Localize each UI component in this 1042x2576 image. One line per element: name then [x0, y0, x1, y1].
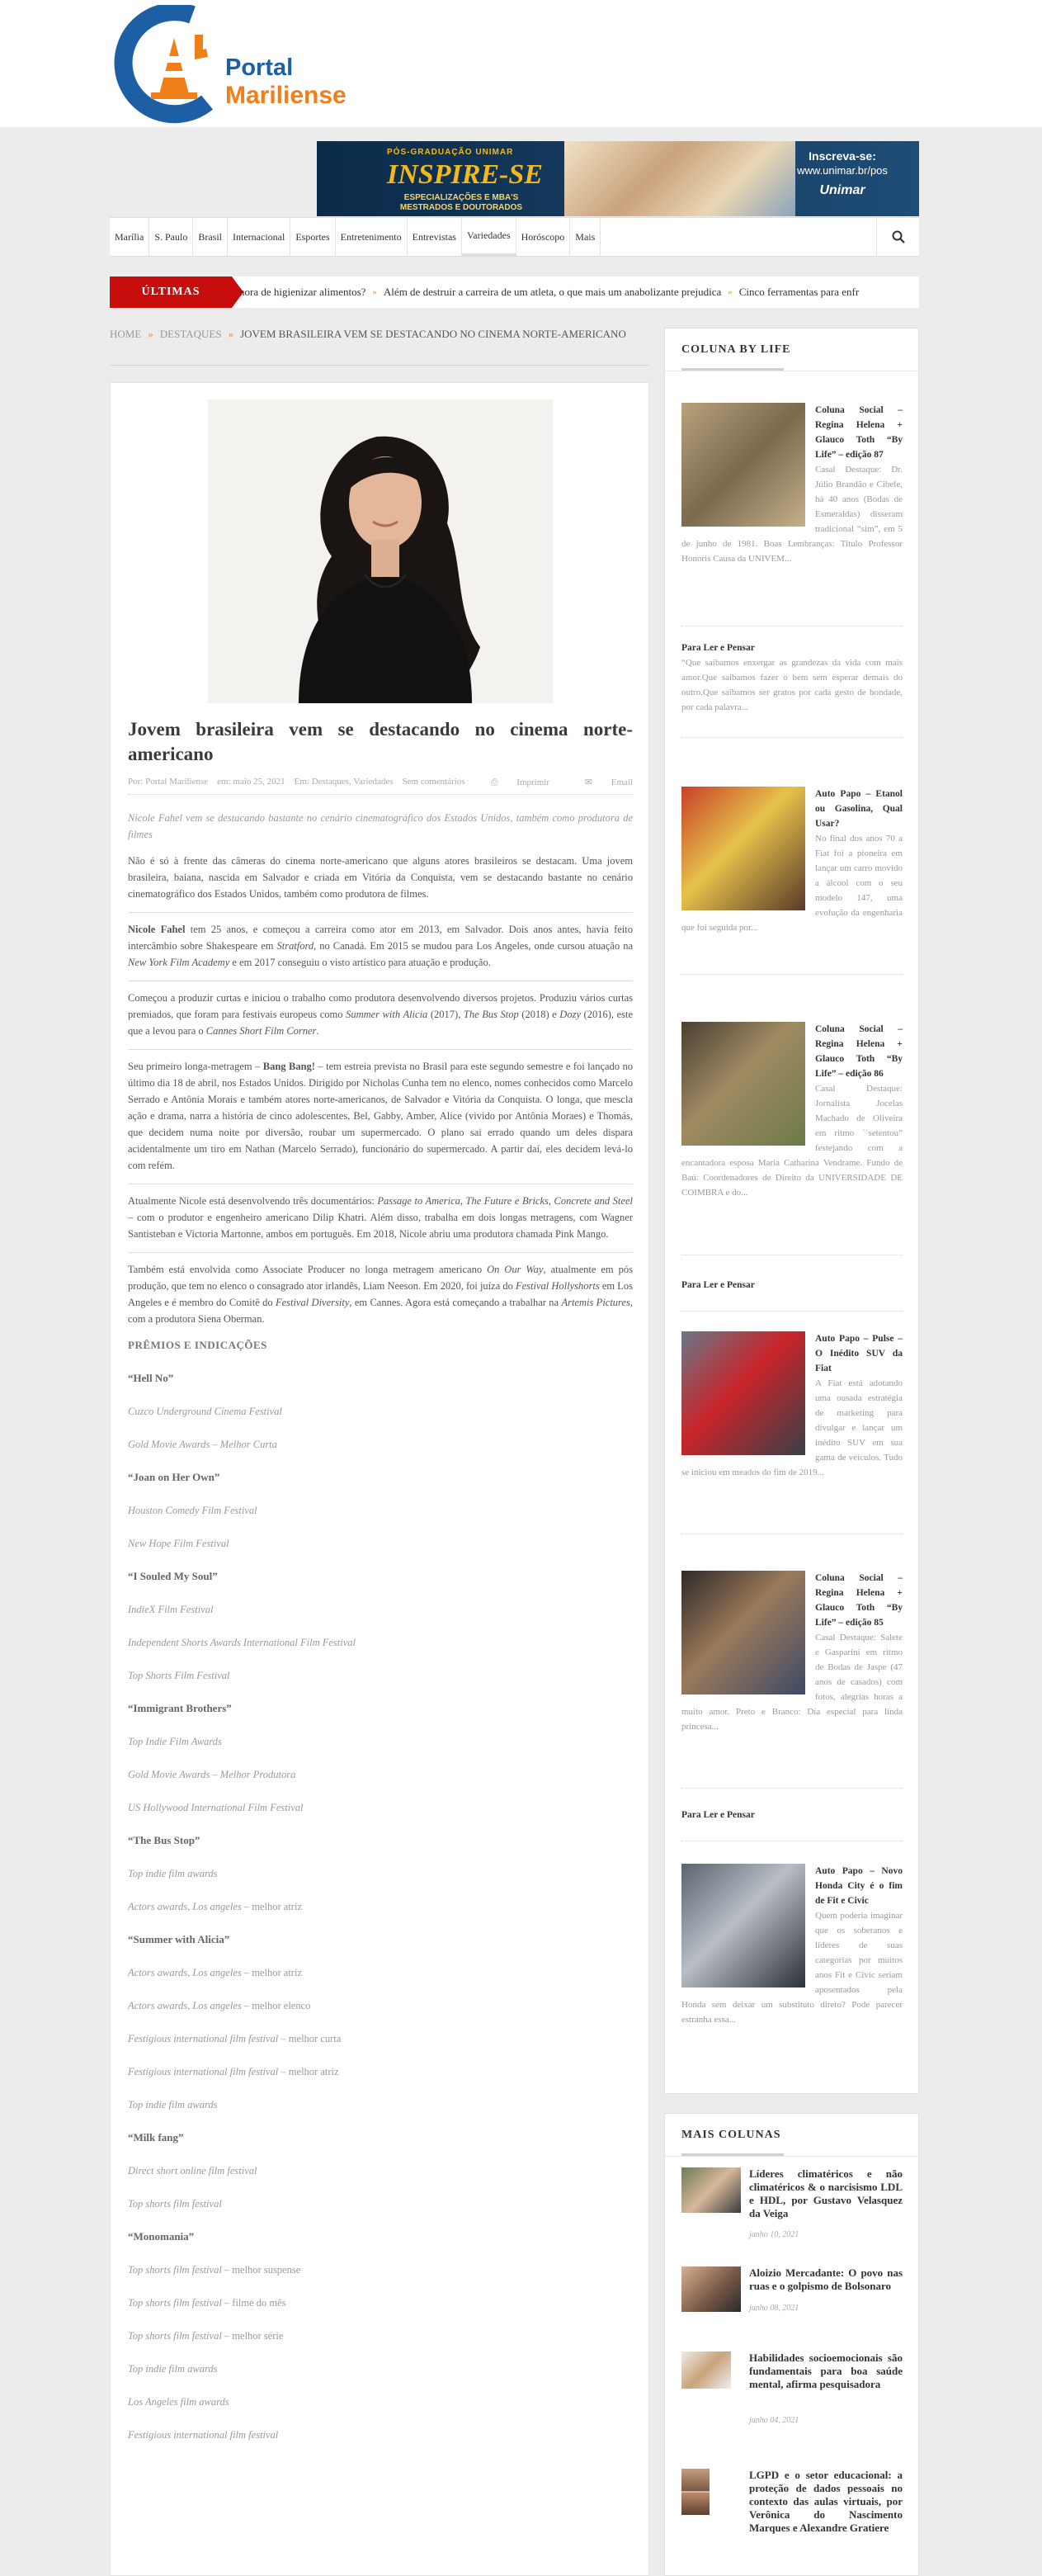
- widget-title: COLUNA BY LIFE: [665, 328, 918, 371]
- chevron-right-icon: »: [728, 287, 733, 297]
- award-entry: [128, 2162, 633, 2179]
- bold-text: Bang Bang!: [262, 1061, 315, 1072]
- awards-list: [128, 1370, 633, 2443]
- award-entry: [128, 2196, 633, 2212]
- award-entry: [128, 2030, 633, 2047]
- article-body: [128, 810, 633, 2443]
- item-title[interactable]: Coluna Social – Regina Helena + Glauco Toth “By Life” – edição 86: [815, 1024, 903, 1079]
- award-film-title: “Joan on Her Own”: [128, 1471, 220, 1483]
- item-date: junho 10, 2021: [749, 2230, 799, 2239]
- text: Começou a produzir curtas e iniciou o trabalho como produtora desenvolvendo diversos projetos. Produziu vários curtas premiados, que foram para festivais europeus como: [128, 992, 633, 1020]
- awards-heading: PRÊMIOS E INDICAÇÕES: [128, 1339, 267, 1351]
- award-entry: [128, 1997, 633, 2014]
- item-excerpt: “Que saibamos enxergar as grandezas da vida com mais amor.Que saibamos fazer o bem sem esperar demais do outro.Que saibamos ser gratos por cada gesto de bondade, por cada palavra...: [681, 658, 903, 712]
- award-film-title: “Milk fang”: [128, 2131, 184, 2144]
- item-title[interactable]: Aloizio Mercadante: O povo nas ruas e o golpismo de Bolsonaro: [749, 2266, 903, 2292]
- meta-comments[interactable]: Sem comentários: [402, 777, 465, 787]
- ticker-item[interactable]: Além de destruir a carreira de um atleta, o que mais um anabolizante prejudica: [383, 286, 722, 298]
- paragraph: [128, 1049, 633, 1174]
- list-item[interactable]: [681, 787, 903, 935]
- banner-cta: [780, 149, 904, 198]
- item-excerpt: No final dos anos 70 a Fiat foi a pioneira em lançar um carro movido a álcool com o seu modelo 147, uma evolução da engenharia que foi seguida por...: [681, 834, 903, 933]
- list-item[interactable]: [681, 403, 903, 566]
- ad-banner[interactable]: [317, 141, 919, 216]
- item-excerpt: Casal Destaque: Dr. Júlio Brandão e Cibele, há 40 anos (Bodas de Esmeraldas) disseram tradicional “sim”, em 5 de junho de 1981. Boas Lembranças: Titulo Professor Honoris Causa da UNIVEM...: [681, 465, 903, 564]
- nav-item-entretenimento[interactable]: Entretenimento: [336, 218, 408, 256]
- award-festival: Top Shorts Film Festival: [128, 1670, 230, 1681]
- award-entry: [128, 2096, 633, 2113]
- text: (2017),: [427, 1009, 464, 1020]
- italic-text: Cannes Short Film Corner: [205, 1025, 317, 1037]
- article-lead: Nicole Fahel vem se destacando bastante no cenário cinematográfico dos Estados Unidos, também como produtora de filmes: [128, 812, 633, 840]
- banner-desc-line2: MESTRADOS E DOUTORADOS: [399, 203, 523, 212]
- item-title[interactable]: Para Ler e Pensar: [681, 1280, 755, 1290]
- award-festival: Gold Movie Awards – Melhor Curta: [128, 1439, 277, 1450]
- award-entry: [128, 2427, 633, 2443]
- breadcrumb: [110, 326, 649, 343]
- item-excerpt: Quem poderia imaginar que os soberanos e líderes de suas categorias por muitos anos Fit e Civic seriam aposentados pela Honda sem deixar um substituto direto? Pode parecer estranha essa...: [681, 1911, 903, 2025]
- award-category: – melhor atriz: [278, 2066, 339, 2077]
- award-entry: [128, 1502, 633, 1519]
- award-festival: Actors awards, Los angeles: [128, 1901, 242, 1912]
- award-entry: [128, 1535, 633, 1552]
- award-entry: [128, 2295, 633, 2311]
- banner-description: [366, 193, 556, 213]
- thumbnail: [681, 2469, 710, 2515]
- print-label: Imprimir: [516, 778, 549, 787]
- ticker-label: ÚLTIMAS: [110, 277, 232, 308]
- text: Atualmente Nicole está desenvolvendo três documentários:: [128, 1195, 378, 1207]
- list-item[interactable]: [681, 2469, 903, 2568]
- banner-cta-label: Inscreva-se:: [809, 149, 876, 163]
- text: – tem estreia prevista no Brasil para este segundo semestre e foi lançado no último dia 18 de abril, nos Estados Unidos. Dirigido por Nicholas Cunha tem no elenco, nomes conhecidos como Marcelo Serrado e Antônia Morais e também atores norte-americanos, de Salvador e Vitória da Conquista. O longa, que mescla ação e drama, narra a história de cinco adolescentes, Bel, Gabby, Amber, Alice (vivido por Antônia Moraes) e Thomás, que decidem numa noite por diversão, roubar um supermercado. O plano sai errado quando um deles dispara acidentalmente um tiro em Nathan (Marcelo Serrado), funcionário do supermercado. A partir daí, eles decidem levá-lo com refém.: [128, 1061, 633, 1171]
- italic-text: Festival Hollyshorts: [516, 1280, 600, 1292]
- article-photo: [208, 399, 553, 703]
- award-film-title: “Hell No”: [128, 1372, 174, 1384]
- breadcrumb-current: JOVEM BRASILEIRA VEM SE DESTACANDO NO CINEMA NORTE-AMERICANO: [240, 328, 626, 340]
- nav-item-entrevistas[interactable]: Entrevistas: [408, 218, 462, 256]
- item-title[interactable]: Auto Papo – Pulse – O Inédito SUV da Fiat: [815, 1334, 903, 1373]
- text: tem 25 anos, e começou a carreira como ator em 2013, em Salvador. Dois anos antes, havia feito intercâmbio sobre Shakespeare em: [128, 924, 633, 952]
- meta-categories[interactable]: Em: Destaques, Variedades: [294, 777, 394, 787]
- text: (2016), este que a levou para o: [128, 1009, 634, 1037]
- award-festival: Top indie film awards: [128, 2363, 218, 2375]
- thumbnail: [681, 1571, 805, 1694]
- chevron-right-icon: »: [372, 287, 377, 297]
- divider: [681, 974, 903, 975]
- award-film-title: “Immigrant Brothers”: [128, 1702, 232, 1714]
- bold-name: Nicole Fahel: [128, 924, 186, 935]
- banner-title: INSPIRE-SE: [387, 159, 543, 190]
- article-meta: [128, 777, 633, 795]
- thumbnail: [681, 2266, 741, 2312]
- award-entry: [128, 2361, 633, 2377]
- divider: [681, 737, 903, 738]
- item-title[interactable]: Líderes climatéricos e não climatéricos & o narcisismo LDL e HDL, por Gustavo Velasquez da Veiga: [749, 2167, 903, 2219]
- item-date: junho 04, 2021: [749, 2416, 799, 2425]
- text: em Los Angeles e é membro do Comitê do: [128, 1280, 634, 1308]
- award-festival: Direct short online film festival: [128, 2165, 257, 2177]
- award-entry: [128, 1667, 633, 1684]
- award-festival: Festigious international film festival: [128, 2033, 279, 2044]
- award-entry: [128, 1634, 633, 1651]
- text: .: [316, 1025, 319, 1037]
- award-film-title: “Summer with Alicia”: [128, 1933, 230, 1945]
- award-festival: New Hope Film Festival: [128, 1538, 229, 1549]
- ticker-track: [239, 277, 859, 308]
- award-festival: Top indie film awards: [128, 2099, 218, 2110]
- ticker-item[interactable]: hora de higienizar alimentos?: [239, 286, 366, 298]
- list-item[interactable]: [681, 1278, 903, 1293]
- italic-text: Artemis Pictures: [561, 1297, 630, 1308]
- thumbnail: [681, 1022, 805, 1146]
- award-category: – filme do mês: [221, 2297, 286, 2309]
- site-header: [0, 0, 1042, 127]
- award-festival: Top Indie Film Awards: [128, 1736, 222, 1747]
- text: Seu primeiro longa-metragem –: [128, 1061, 263, 1072]
- article-content: [128, 717, 633, 2443]
- news-ticker: [110, 277, 919, 308]
- italic-text: Stratford: [276, 940, 314, 952]
- item-excerpt: A Fiat está adotando uma ousada estratégia de marketing para divulgar e lançar um inédito SUV em sua gama de veículos. Tudo se iniciou em meados do fim de 2019...: [681, 1378, 903, 1477]
- thumbnail: [681, 2351, 731, 2389]
- nav-item-horoscopo[interactable]: Horóscopo: [516, 218, 571, 256]
- nav-item-sao-paulo[interactable]: S. Paulo: [149, 218, 193, 256]
- award-festival: Houston Comedy Film Festival: [128, 1505, 257, 1516]
- award-festival: Gold Movie Awards – Melhor Produtora: [128, 1769, 296, 1780]
- nav-item-variedades[interactable]: Variedades: [462, 218, 516, 256]
- italic-text: New York Film Academy: [128, 957, 230, 968]
- breadcrumb-home[interactable]: HOME: [110, 328, 142, 340]
- award-entry: [128, 1865, 633, 1882]
- award-entry: [128, 2262, 633, 2278]
- meta-date: em: maio 25, 2021: [217, 777, 285, 787]
- main-nav: [110, 217, 919, 257]
- paragraph: [128, 1252, 633, 1327]
- award-film-title: “The Bus Stop”: [128, 1834, 200, 1846]
- thumbnail: [681, 1331, 805, 1455]
- award-festival: Top shorts film festival: [128, 2297, 222, 2309]
- logo-mark-icon: [110, 5, 225, 129]
- italic-text: Dozy: [559, 1009, 581, 1020]
- paragraph: [128, 1184, 633, 1242]
- item-excerpt: Casal Destaque: Jornalista Jocelas Machado de Oliveira em ritmo ``setentou” festejando com a encantadora esposa Maria Catharina Vendrame. Fundo de Baú: Coordenadores de Direito da UNIVERSIDADE DE COIMBRA e do...: [681, 1084, 903, 1198]
- nav-item-marilia[interactable]: Marília: [110, 218, 149, 256]
- paragraph: Não é só à frente das câmeras do cinema norte-americano que alguns atores brasileiros se destacam. Uma jovem brasileira, baiana, nascida em Salvador e criada em Vitória da Conquista, vem se destacando bastante no cenário cinematográfico dos Estados Unidos, também como produtora de filmes.: [128, 855, 633, 900]
- nav-item-brasil[interactable]: Brasil: [193, 218, 228, 256]
- item-title[interactable]: Habilidades socioemocionais são fundamentais para boa saúde mental, afirma pesquisadora: [749, 2351, 903, 2390]
- text: Também está envolvida como Associate Producer no longa metragem americano: [128, 1264, 488, 1275]
- award-entry: [128, 2328, 633, 2344]
- list-item[interactable]: [681, 2167, 903, 2250]
- item-date: junho 08, 2021: [749, 2304, 799, 2313]
- award-festival: Festigious international film festival: [128, 2429, 279, 2441]
- item-excerpt: Casal Destaque: Salete e Gasparini em ritmo de Bodas de Jaspe (47 anos de casados) com fotos, alegrias horas a muito amor. Preto e Branco: Dia especial para linda princesa...: [681, 1633, 903, 1732]
- item-title[interactable]: Auto Papo – Etanol ou Gasolina, Qual Usar?: [815, 789, 903, 829]
- banner-url: www.unimar.br/pos: [797, 164, 888, 177]
- print-link[interactable]: [474, 778, 549, 787]
- item-title[interactable]: Coluna Social – Regina Helena + Glauco Toth “By Life” – edição 85: [815, 1573, 903, 1628]
- award-entry: [128, 1436, 633, 1453]
- text: , com a produtora Siena Oberman.: [128, 1297, 633, 1325]
- item-title[interactable]: Auto Papo – Novo Honda City é o fim de Fit e Civic: [815, 1866, 903, 1906]
- thumbnail: [681, 2167, 741, 2213]
- list-item[interactable]: [681, 2351, 903, 2434]
- chevron-right-icon: »: [228, 328, 234, 340]
- italic-text: Passage to America, The Future e Bricks, Concrete and Steel: [377, 1195, 633, 1207]
- award-festival: Top indie film awards: [128, 1868, 218, 1879]
- award-category: – melhor suspense: [221, 2264, 301, 2276]
- list-item[interactable]: [681, 1808, 903, 1822]
- award-entry: [128, 1898, 633, 1915]
- list-item[interactable]: [681, 640, 903, 715]
- list-item[interactable]: [681, 1864, 903, 2027]
- award-entry: [128, 1403, 633, 1420]
- award-festival: Festigious international film festival: [128, 2066, 279, 2077]
- banner-brand: Unimar: [819, 183, 865, 197]
- thumbnail: [681, 403, 805, 527]
- list-item[interactable]: [681, 1022, 903, 1200]
- text: , no Canadá. Em 2015 se mudou para Los Angeles, onde cursou atuação na: [314, 940, 634, 952]
- award-entry: [128, 1964, 633, 1981]
- item-title[interactable]: Para Ler e Pensar: [681, 643, 755, 653]
- chevron-right-icon: »: [148, 328, 153, 340]
- award-festival: Actors awards, Los angeles: [128, 1967, 242, 1978]
- award-category: – melhor curta: [278, 2033, 342, 2044]
- italic-text: Festival Diversity: [275, 1297, 350, 1308]
- award-festival: Top shorts film festival: [128, 2198, 222, 2210]
- coluna-by-life-widget: [664, 328, 919, 2094]
- email-link[interactable]: [568, 778, 633, 787]
- text: e em 2017 conseguiu o visto artístico para atuação e produção.: [229, 957, 491, 968]
- divider: [110, 365, 649, 366]
- award-entry: [128, 2394, 633, 2410]
- thumbnail: [681, 1864, 805, 1988]
- banner-desc-line1: ESPECIALIZAÇÕES E MBA'S: [403, 193, 519, 202]
- award-festival: Actors awards, Los angeles: [128, 2000, 242, 2011]
- award-entry: [128, 2063, 633, 2080]
- sidebar: [664, 328, 919, 2094]
- email-icon: ✉: [584, 778, 592, 787]
- divider: [681, 1788, 903, 1789]
- nav-item-internacional[interactable]: Internacional: [228, 218, 290, 256]
- text: – com o produtor e engenheiro americano Dilip Khatri. Além disso, trabalha em dois longas metragens, com Wagner Santisteban e Victoria Martonne, ambos em português. Em 2018, Nicole abriu uma produtora chamada Pink Mango.: [128, 1212, 633, 1240]
- list-item[interactable]: [681, 1571, 903, 1734]
- site-logo[interactable]: [110, 5, 365, 129]
- paragraph: [128, 981, 633, 1039]
- breadcrumb-section[interactable]: DESTAQUES: [159, 328, 222, 340]
- banner-photo-collage: [564, 141, 795, 216]
- award-festival: Cuzco Underground Cinema Festival: [128, 1406, 282, 1417]
- text: , em Cannes. Agora está começando a trabalhar na: [349, 1297, 562, 1308]
- award-category: – melhor atriz: [241, 1901, 302, 1912]
- search-button[interactable]: [876, 218, 919, 256]
- award-festival: Top shorts film festival: [128, 2330, 222, 2342]
- list-item[interactable]: [681, 2266, 903, 2333]
- item-title[interactable]: LGPD e o setor educacional: a proteção de dados pessoais no contexto das aulas virtuais, por Verônica do Nascimento Marques e Alexandre Gratiere: [749, 2469, 903, 2534]
- divider: [681, 1311, 903, 1312]
- award-entry: [128, 1799, 633, 1816]
- award-entry: [128, 1766, 633, 1783]
- thumbnail: [681, 787, 805, 910]
- nav-item-esportes[interactable]: Esportes: [290, 218, 335, 256]
- award-category: – melhor série: [221, 2330, 284, 2342]
- award-festival: IndieX Film Festival: [128, 1604, 214, 1615]
- mais-colunas-widget: [664, 2113, 919, 2576]
- award-category: – melhor atriz: [241, 1967, 302, 1978]
- paragraph: [128, 912, 633, 971]
- award-film-title: “I Souled My Soul”: [128, 1570, 218, 1582]
- banner-zone: [0, 127, 1042, 218]
- banner-subtitle: PÓS-GRADUAÇÃO UNIMAR: [387, 148, 514, 157]
- logo-text-mariliense: Mariliense: [225, 82, 347, 109]
- widget-title: MAIS COLUNAS: [665, 2114, 918, 2157]
- nav-item-mais[interactable]: Mais: [570, 218, 601, 256]
- award-entry: [128, 1733, 633, 1750]
- item-title[interactable]: Coluna Social – Regina Helena + Glauco Toth “By Life” – edição 87: [815, 405, 903, 460]
- list-item[interactable]: [681, 1331, 903, 1480]
- article-title: Jovem brasileira vem se destacando no cinema norte-americano: [128, 719, 633, 764]
- italic-text: Summer with Alicia: [346, 1009, 428, 1020]
- ticker-item[interactable]: Cinco ferramentas para enfr: [738, 286, 860, 298]
- award-category: – melhor elenco: [241, 2000, 311, 2011]
- item-title[interactable]: Para Ler e Pensar: [681, 1810, 755, 1820]
- article: [110, 382, 649, 2576]
- portrait-image: [208, 399, 553, 703]
- award-entry: [128, 1601, 633, 1618]
- award-festival: Independent Shorts Awards International Film Festival: [128, 1637, 356, 1648]
- text: , atualmente em pós produção, que tem no elenco o consagrado ator irlandês, Liam Neeson. Em 2020, foi juíza do: [128, 1264, 633, 1292]
- meta-author[interactable]: Por: Portal Mariliense: [128, 777, 209, 787]
- email-label: Email: [611, 778, 633, 787]
- logo-text-portal: Portal: [225, 54, 294, 81]
- award-festival: US Hollywood International Film Festival: [128, 1802, 304, 1813]
- award-festival: Los Angeles film awards: [128, 2396, 229, 2408]
- award-film-title: “Monomania”: [128, 2230, 195, 2243]
- text: (2018) e: [518, 1009, 560, 1020]
- search-icon: [892, 230, 905, 243]
- award-festival: Top shorts film festival: [128, 2264, 222, 2276]
- italic-text: On Our Way: [487, 1264, 544, 1275]
- italic-text: The Bus Stop: [463, 1009, 519, 1020]
- print-icon: ⎙: [490, 778, 498, 787]
